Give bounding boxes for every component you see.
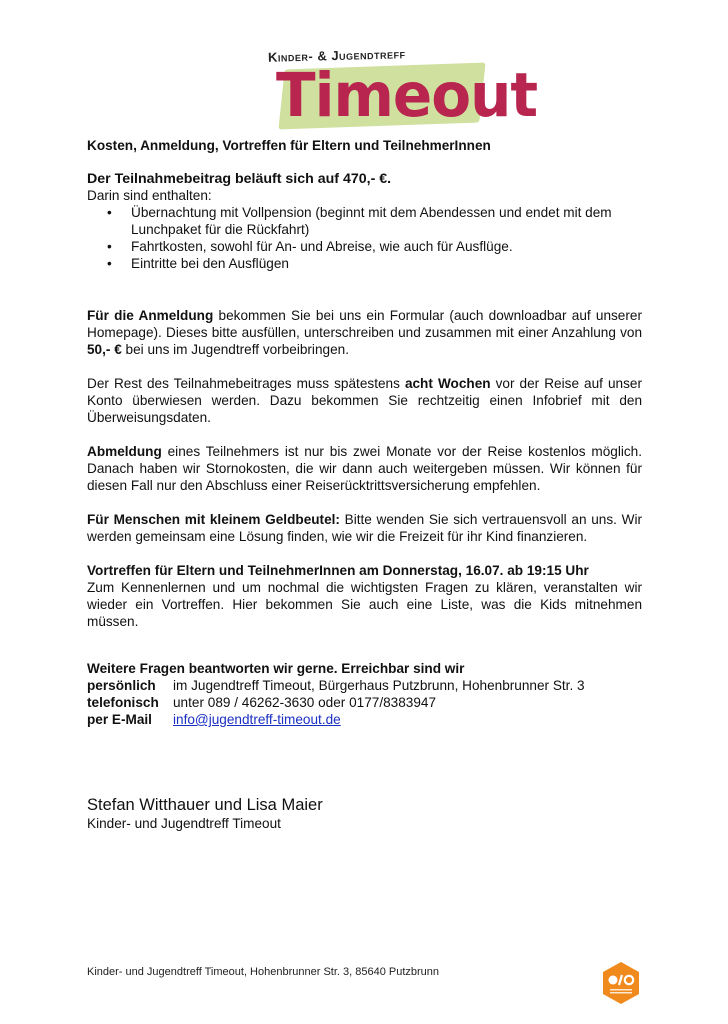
contact-row-personal: persönlich im Jugendtreff Timeout, Bürgerhaus Putzbrunn, Hohenbrunner Str. 3 bbox=[87, 678, 585, 693]
bullet-icon: • bbox=[107, 256, 112, 271]
contact-block bbox=[87, 660, 585, 728]
contact-row-email: per E-Mail info@jugendtreff-timeout.de bbox=[87, 712, 341, 727]
logo-main-word: Timeout bbox=[276, 59, 538, 131]
included-intro: Darin sind enthalten: bbox=[87, 188, 212, 203]
included-list bbox=[87, 204, 647, 272]
footer-address: Kinder- und Jugendtreff Timeout, Hohenbrunner Str. 3, 85640 Putzbrunn bbox=[87, 966, 440, 978]
timeout-logo bbox=[262, 40, 538, 131]
ojo-logo-icon bbox=[602, 961, 640, 1005]
signature-names: Stefan Witthauer und Lisa Maier bbox=[87, 796, 323, 814]
list-item: • Fahrtkosten, sowohl für An- und Abreise, wie auch für Ausflüge. bbox=[107, 239, 513, 254]
paragraph-anmeldung: Für die Anmeldung bekommen Sie bei uns ein Formular (auch downloadbar auf unserer Homepage). Dieses bitte ausfüllen, unterschreiben und zusammen mit einer Anzahlung von 50,- € bei uns im Jugendtreff vorbeibringen. bbox=[87, 308, 642, 357]
bullet-icon: • bbox=[107, 239, 112, 254]
list-item: • Übernachtung mit Vollpension (beginnt mit dem Abendessen und endet mit dem Lunchpaket für die Rückfahrt) bbox=[107, 205, 612, 237]
contact-heading: Weitere Fragen beantworten wir gerne. Erreichbar sind wir bbox=[87, 661, 465, 676]
vortreffen-heading: Vortreffen für Eltern und TeilnehmerInnen am Donnerstag, 16.07. ab 19:15 Uhr bbox=[87, 563, 589, 578]
bullet-icon: • bbox=[107, 205, 112, 220]
paragraph-abmeldung: Abmeldung eines Teilnehmers ist nur bis zwei Monate vor der Reise kostenlos möglich. Danach haben wir Stornokosten, die wir dann auch weitergeben müssen. Wir können für diesen Fall nur den Abschluss einer Reiserücktrittsversicherung empfehlen. bbox=[87, 444, 642, 493]
email-link[interactable]: info@jugendtreff-timeout.de bbox=[173, 712, 341, 727]
list-item: • Eintritte bei den Ausflügen bbox=[107, 256, 289, 271]
paragraph-geldbeutel: Für Menschen mit kleinem Geldbeutel: Bitte wenden Sie sich vertrauensvoll an uns. Wir werden gemeinsam eine Lösung finden, wie wir die Freizeit für ihr Kind finanzieren. bbox=[87, 512, 642, 544]
paragraph-rest: Der Rest des Teilnahmebeitrages muss spätestens acht Wochen vor der Reise auf unser Konto überwiesen werden. Dazu bekommen Sie rechtzeitig einen Infobrief mit den Überweisungsdaten. bbox=[87, 376, 643, 425]
contact-row-phone: telefonisch unter 089 / 46262-3630 oder 0177/8383947 bbox=[87, 695, 437, 710]
paragraph-vortreffen: Vortreffen für Eltern und TeilnehmerInnen am Donnerstag, 16.07. ab 19:15 Uhr Zum Kennenlernen und um nochmal die wichtigsten Fragen zu klären, veranstalten wir wieder ein Vortreffen. Hier bekommen Sie auch eine Liste, was die Kids mitnehmen müssen. bbox=[87, 563, 642, 629]
logo-top-line: Kinder- & Jugendtreff bbox=[267, 46, 406, 65]
signature-org: Kinder- und Jugendtreff Timeout bbox=[87, 816, 281, 831]
page-heading: Kosten, Anmeldung, Vortreffen für Eltern und TeilnehmerInnen bbox=[87, 138, 491, 153]
price-line: Der Teilnahmebeitrag beläuft sich auf 470,- €. bbox=[87, 171, 392, 187]
